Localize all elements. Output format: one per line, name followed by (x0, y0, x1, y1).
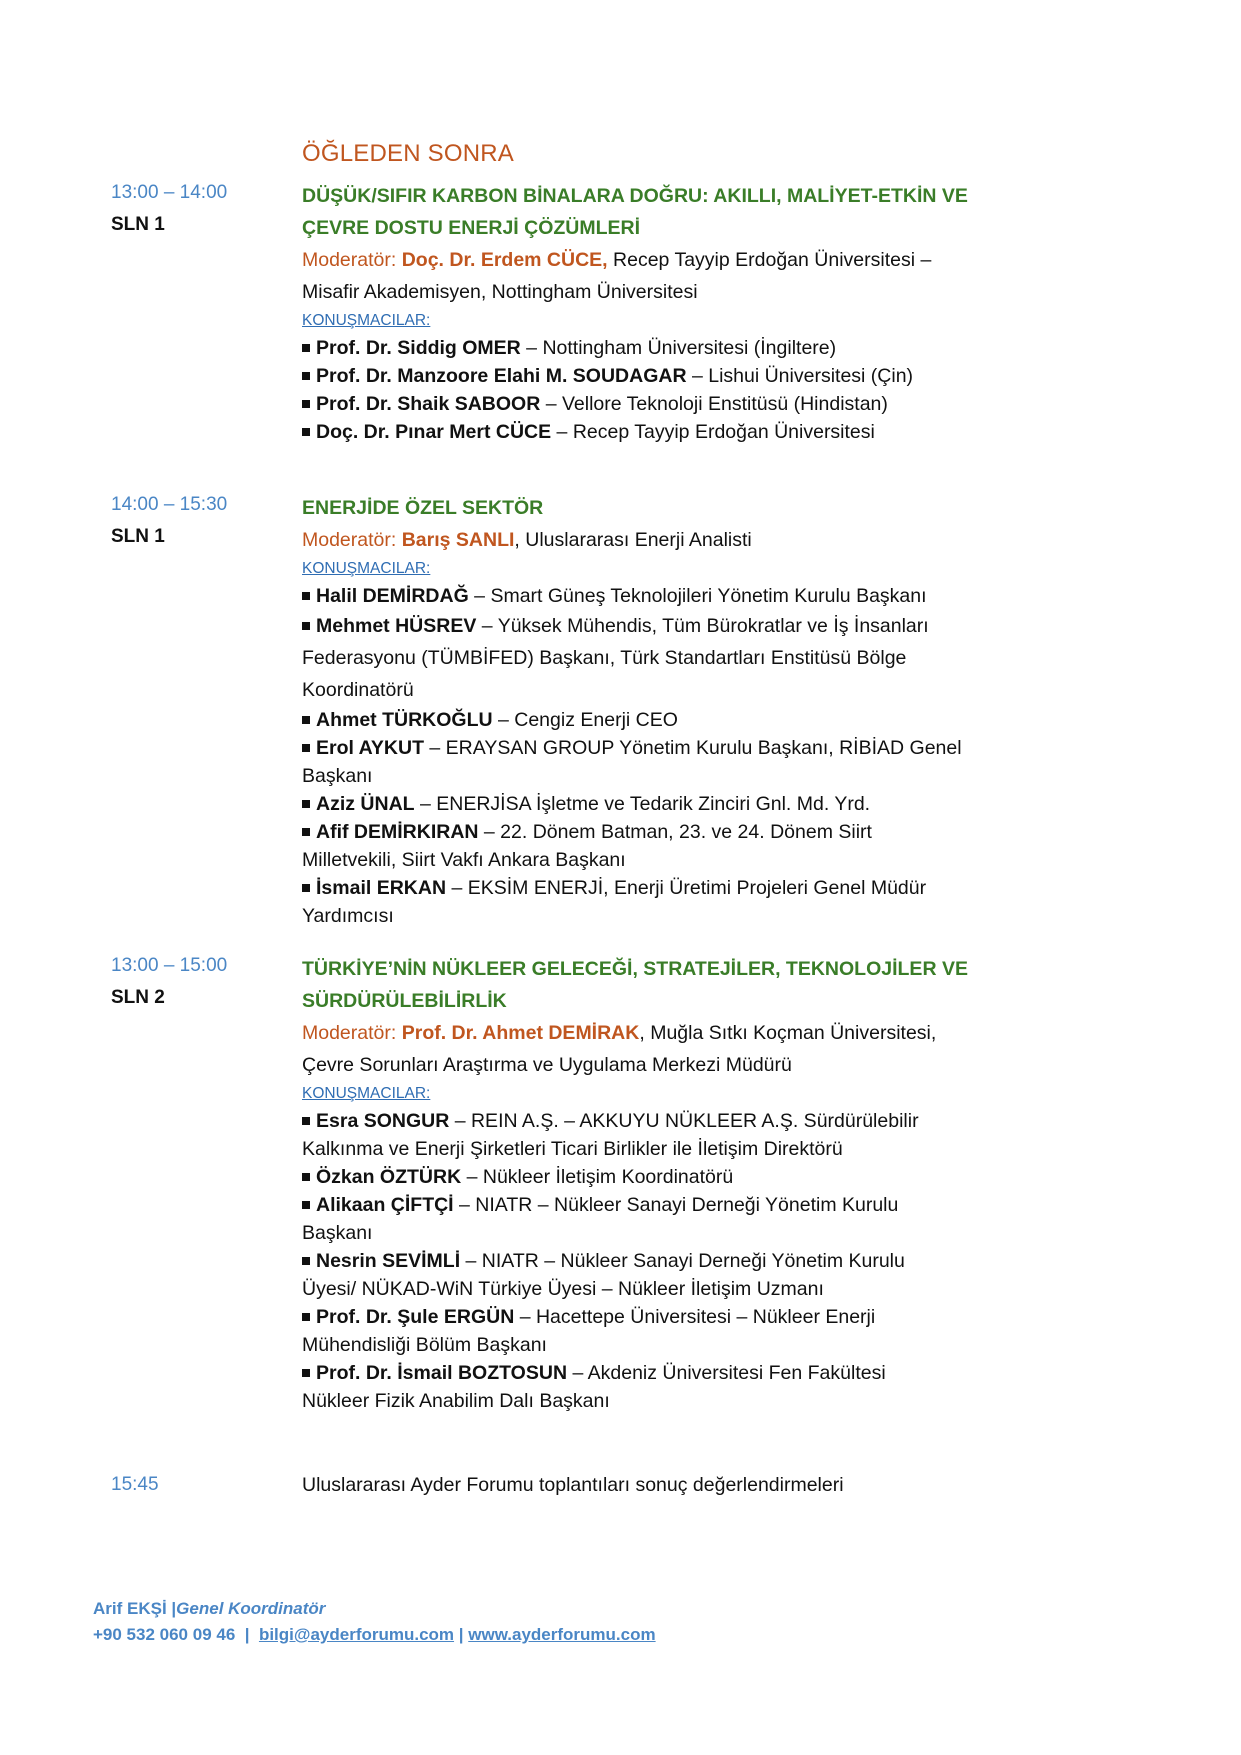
speaker-name: Ahmet TÜRKOĞLU (316, 709, 493, 731)
speaker-name: Prof. Dr. Şule ERGÜN (316, 1306, 515, 1328)
bullet-icon (302, 344, 310, 352)
footer-contact-details (93, 1622, 656, 1648)
closing-text: Uluslararası Ayder Forumu toplantıları sonuç değerlendirmeleri (302, 1474, 844, 1496)
speaker-desc: – Recep Tayyip Erdoğan Üniversitesi (551, 421, 875, 443)
speaker-name: Prof. Dr. Manzoore Elahi M. SOUDAGAR (316, 365, 687, 387)
session-title-line: TÜRKİYE’NİN NÜKLEER GELECEĞİ, STRATEJİLER, TEKNOLOJİLER VE (302, 958, 968, 980)
session-title (302, 953, 1022, 1017)
bullet-icon (302, 828, 310, 836)
speaker-item (302, 334, 1022, 362)
speaker-item (302, 1163, 1022, 1191)
moderator-label: Moderatör: (302, 249, 402, 271)
session-hall: SLN 1 (111, 526, 165, 547)
session-hall: SLN 2 (111, 987, 165, 1008)
speaker-name: Özkan ÖZTÜRK (316, 1166, 462, 1188)
speaker-item (302, 1191, 1022, 1247)
session-content (302, 180, 1022, 446)
speaker-item (302, 790, 1022, 818)
session-title-line: ÇEVRE DOSTU ENERJİ ÇÖZÜMLERİ (302, 217, 641, 239)
speaker-desc-cont: Koordinatörü (302, 679, 414, 701)
speaker-desc: – Yüksek Mühendis, Tüm Bürokratlar ve İş İnsanları (476, 615, 929, 637)
session-title-line: DÜŞÜK/SIFIR KARBON BİNALARA DOĞRU: AKILLI, MALİYET-ETKİN VE (302, 185, 968, 207)
moderator-label: Moderatör: (302, 529, 402, 551)
speaker-item (302, 1247, 1022, 1303)
speaker-desc: – Smart Güneş Teknolojileri Yönetim Kurulu Başkanı (468, 585, 927, 607)
section-heading: ÖĞLEDEN SONRA (302, 140, 514, 167)
website-link[interactable]: www.ayderforumu.com (468, 1625, 656, 1644)
speakers-label[interactable]: KONUŞMACILAR: (302, 1085, 431, 1102)
speaker-name: Erol AYKUT (316, 737, 424, 759)
footer-separator: | (235, 1625, 259, 1644)
speaker-name: Aziz ÜNAL (316, 793, 415, 815)
speaker-item (302, 610, 1022, 706)
bullet-icon (302, 400, 310, 408)
speaker-desc: – Lishui Üniversitesi (Çin) (686, 365, 914, 387)
footer-separator: | (166, 1599, 177, 1618)
moderator-name: Barış SANLI (401, 529, 515, 551)
bullet-icon (302, 372, 310, 380)
speaker-name: Doç. Dr. Pınar Mert CÜCE (316, 421, 552, 443)
speaker-desc: – NIATR – Nükleer Sanayi Derneği Yönetim Kurulu (460, 1250, 905, 1272)
speaker-desc-cont: Nükleer Fizik Anabilim Dalı Başkanı (302, 1390, 610, 1412)
speaker-desc: – Hacettepe Üniversitesi – Nükleer Enerji (514, 1306, 876, 1328)
speaker-name: Halil DEMİRDAĞ (316, 585, 469, 607)
speaker-desc-cont: Mühendisliği Bölüm Başkanı (302, 1334, 547, 1356)
speaker-item (302, 1107, 1022, 1163)
bullet-icon (302, 800, 310, 808)
session-title (302, 180, 1022, 244)
session-time: 13:00 – 15:00 (111, 955, 228, 976)
session-time: 14:00 – 15:30 (111, 494, 228, 515)
moderator-affiliation: Misafir Akademisyen, Nottingham Üniversitesi (302, 281, 698, 303)
speaker-desc: – ERAYSAN GROUP Yönetim Kurulu Başkanı, RİBİAD Genel (424, 737, 962, 759)
moderator-name: Doç. Dr. Erdem CÜCE, (401, 249, 608, 271)
session-content (302, 953, 1022, 1415)
speaker-item (302, 734, 1022, 790)
speakers-label[interactable]: KONUŞMACILAR: (302, 560, 431, 577)
speaker-desc-cont: Başkanı (302, 1222, 373, 1244)
bullet-icon (302, 428, 310, 436)
speaker-name: Nesrin SEVİMLİ (316, 1250, 461, 1272)
speaker-desc-cont: Milletvekili, Siirt Vakfı Ankara Başkanı (302, 849, 626, 871)
speaker-name: İsmail ERKAN (316, 877, 447, 899)
moderator-affiliation: , Uluslararası Enerji Analisti (514, 529, 752, 551)
bullet-icon (302, 716, 310, 724)
speaker-desc: – Nükleer İletişim Koordinatörü (461, 1166, 734, 1188)
speaker-item (302, 1303, 1022, 1359)
speaker-item (302, 418, 1022, 446)
bullet-icon (302, 1257, 310, 1265)
moderator-line (302, 244, 1022, 308)
speaker-item (302, 582, 1022, 610)
speaker-desc-cont: Yardımcısı (302, 905, 394, 927)
session-hall: SLN 1 (111, 214, 165, 235)
speaker-desc: – Vellore Teknoloji Enstitüsü (Hindistan) (540, 393, 888, 415)
footer (93, 1596, 656, 1648)
speaker-desc-cont: Kalkınma ve Enerji Şirketleri Ticari Birlikler ile İletişim Direktörü (302, 1138, 843, 1160)
speaker-name: Prof. Dr. Shaik SABOOR (316, 393, 541, 415)
footer-separator: | (454, 1625, 469, 1644)
bullet-icon (302, 592, 310, 600)
bullet-icon (302, 1117, 310, 1125)
session-time: 13:00 – 14:00 (111, 182, 228, 203)
bullet-icon (302, 1201, 310, 1209)
speaker-item (302, 706, 1022, 734)
bullet-icon (302, 1369, 310, 1377)
speaker-item (302, 1359, 1022, 1415)
bullet-icon (302, 622, 310, 630)
speaker-desc-cont: Federasyonu (TÜMBİFED) Başkanı, Türk Standartları Enstitüsü Bölge (302, 647, 907, 669)
speaker-item (302, 390, 1022, 418)
speaker-desc: – ENERJİSA İşletme ve Tedarik Zinciri Gnl. Md. Yrd. (414, 793, 871, 815)
speaker-desc: – 22. Dönem Batman, 23. ve 24. Dönem Siirt (478, 821, 872, 843)
bullet-icon (302, 744, 310, 752)
speaker-item (302, 818, 1022, 874)
speaker-name: Mehmet HÜSREV (316, 615, 477, 637)
moderator-name: Prof. Dr. Ahmet DEMİRAK (401, 1022, 640, 1044)
moderator-label: Moderatör: (302, 1022, 402, 1044)
session-title-line: ENERJİDE ÖZEL SEKTÖR (302, 497, 544, 519)
speaker-name: Prof. Dr. İsmail BOZTOSUN (316, 1362, 568, 1384)
footer-contact-name (93, 1596, 656, 1622)
speaker-desc: – EKSİM ENERJİ, Enerji Üretimi Projeleri Genel Müdür (446, 877, 927, 899)
speaker-desc: – Nottingham Üniversitesi (İngiltere) (520, 337, 837, 359)
speaker-desc: – Cengiz Enerji CEO (492, 709, 678, 731)
speaker-item (302, 874, 1022, 930)
moderator-affiliation: , Muğla Sıtkı Koçman Üniversitesi, (639, 1022, 937, 1044)
speaker-desc: – REIN A.Ş. – AKKUYU NÜKLEER A.Ş. Sürdürülebilir (449, 1110, 919, 1132)
bullet-icon (302, 884, 310, 892)
speaker-name: Alikaan ÇİFTÇİ (316, 1194, 454, 1216)
speaker-item (302, 362, 1022, 390)
speaker-desc-cont: Üyesi/ NÜKAD-WiN Türkiye Üyesi – Nükleer İletişim Uzmanı (302, 1278, 824, 1300)
moderator-line (302, 524, 1022, 556)
moderator-line (302, 1017, 1022, 1081)
moderator-affiliation: Çevre Sorunları Araştırma ve Uygulama Merkezi Müdürü (302, 1054, 792, 1076)
email-link[interactable]: bilgi@ayderforumu.com (258, 1625, 455, 1644)
speaker-name: Prof. Dr. Siddig OMER (316, 337, 521, 359)
session-content (302, 492, 1022, 930)
speaker-name: Esra SONGUR (316, 1110, 450, 1132)
closing-time: 15:45 (111, 1474, 159, 1495)
coordinator-name: Arif EKŞİ (93, 1599, 167, 1618)
bullet-icon (302, 1313, 310, 1321)
speakers-label[interactable]: KONUŞMACILAR: (302, 312, 431, 329)
speaker-desc: – Akdeniz Üniversitesi Fen Fakültesi (567, 1362, 886, 1384)
phone-number[interactable]: +90 532 060 09 46 (93, 1625, 236, 1644)
speaker-desc-cont: Başkanı (302, 765, 373, 787)
session-title (302, 492, 1022, 524)
speaker-name: Afif DEMİRKIRAN (316, 821, 479, 843)
moderator-affiliation: Recep Tayyip Erdoğan Üniversitesi – (607, 249, 932, 271)
session-title-line: SÜRDÜRÜLEBİLİRLİK (302, 990, 507, 1012)
speaker-desc: – NIATR – Nükleer Sanayi Derneği Yönetim Kurulu (453, 1194, 899, 1216)
coordinator-role: Genel Koordinatör (176, 1599, 326, 1618)
bullet-icon (302, 1173, 310, 1181)
